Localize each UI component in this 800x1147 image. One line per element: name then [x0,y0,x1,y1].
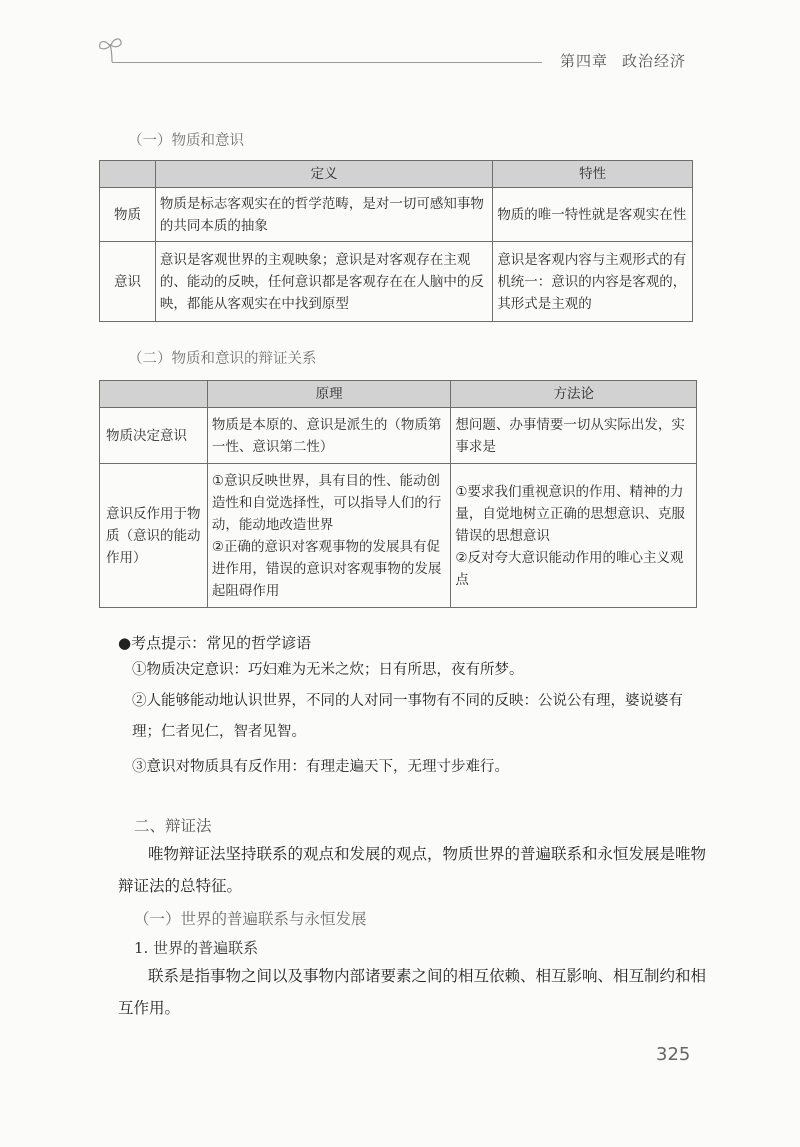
row-label: 意识反作用于物质（意识的能动作用） [100,464,208,608]
table-row [100,408,697,464]
header-divider [112,62,542,63]
dialectics-heading: 二、辩证法 [134,817,212,835]
table-cell [207,464,451,608]
dialectics-subheading: （一）世界的普遍联系与永恒发展 [134,910,367,928]
table-cell: 物质是标志客观实在的哲学范畴，是对一切可感知事物的共同本质的抽象 [155,188,492,242]
tips-title: ●考点提示：常见的哲学谚语 [118,634,312,652]
principle-point: ①意识反映世界，具有目的性、能动创造性和自觉选择性，可以指导人们的行动，能动地改造世界 [211,472,442,533]
method-point: ②反对夸大意识能动作用的唯心主义观点 [455,549,684,588]
table-cell: 物质是本原的、意识是派生的（物质第一性、意识第二性） [207,408,451,464]
table-cell: 意识是客观世界的主观映象；意识是对客观存在主观的、能动的反映，任何意识都是客观存在在人脑中的反映，都能从客观实在中找到原型 [155,242,492,322]
row-label: 物质 [100,188,156,242]
table-header-cell: 定义 [155,161,492,188]
matter-consciousness-table [99,160,693,322]
table-header-row [100,381,697,408]
table-cell: 物质的唯一特性就是客观实在性 [493,188,693,242]
tip-item: ②人能够能动地认识世界，不同的人对同一事物有不同的反映：公说公有理，婆说婆有理；仁者见仁，智者见智。 [132,693,683,740]
table-cell: 意识是客观内容与主观形式的有机统一：意识的内容是客观的，其形式是主观的 [493,242,693,322]
table-header-cell [100,161,156,188]
method-point: ①要求我们重视意识的作用、精神的力量，自觉地树立正确的思想意识、克服错误的思想意识 [455,483,685,544]
row-label: 意识 [100,242,156,322]
table-row [100,464,697,608]
table-row [100,188,693,242]
table-header-cell: 原理 [207,381,451,408]
table-header-cell: 特性 [493,161,693,188]
chapter-title [560,50,686,71]
point-title: 1. 世界的普遍联系 [134,939,259,957]
page-header [0,0,800,80]
table-row [100,242,693,322]
principle-point: ②正确的意识对客观事物的发展具有促进作用，错误的意识对客观事物的发展起阻碍作用 [211,538,442,599]
dialectics-intro: 唯物辩证法坚持联系的观点和发展的观点，物质世界的普遍联系和永恒发展是唯物辩证法的总特征。 [118,845,707,895]
chapter-subject: 政治经济 [622,52,687,70]
page-number: 325 [656,1044,691,1065]
section2-heading: （二）物质和意识的辩证关系 [128,351,317,367]
table-cell [451,464,697,608]
chapter-number: 第四章 [560,52,609,70]
tip-item: ①物质决定意识：巧妇难为无米之炊；日有所思，夜有所梦。 [132,662,524,678]
point-text: 联系是指事物之间以及事物内部诸要素之间的相互依赖、相互影响、相互制约和相互作用。 [118,967,707,1017]
section1-heading: （一）物质和意识 [128,133,244,149]
row-label: 物质决定意识 [100,408,208,464]
table-cell: 想问题、办事情要一切从实际出发，实事求是 [451,408,697,464]
table-header-cell [100,381,208,408]
table-header-row [100,161,693,188]
table-header-cell: 方法论 [451,381,697,408]
dialectical-relation-table [99,380,697,608]
tip-item: ③意识对物质具有反作用：有理走遍天下，无理寸步难行。 [132,759,509,775]
sprout-icon [96,34,126,64]
